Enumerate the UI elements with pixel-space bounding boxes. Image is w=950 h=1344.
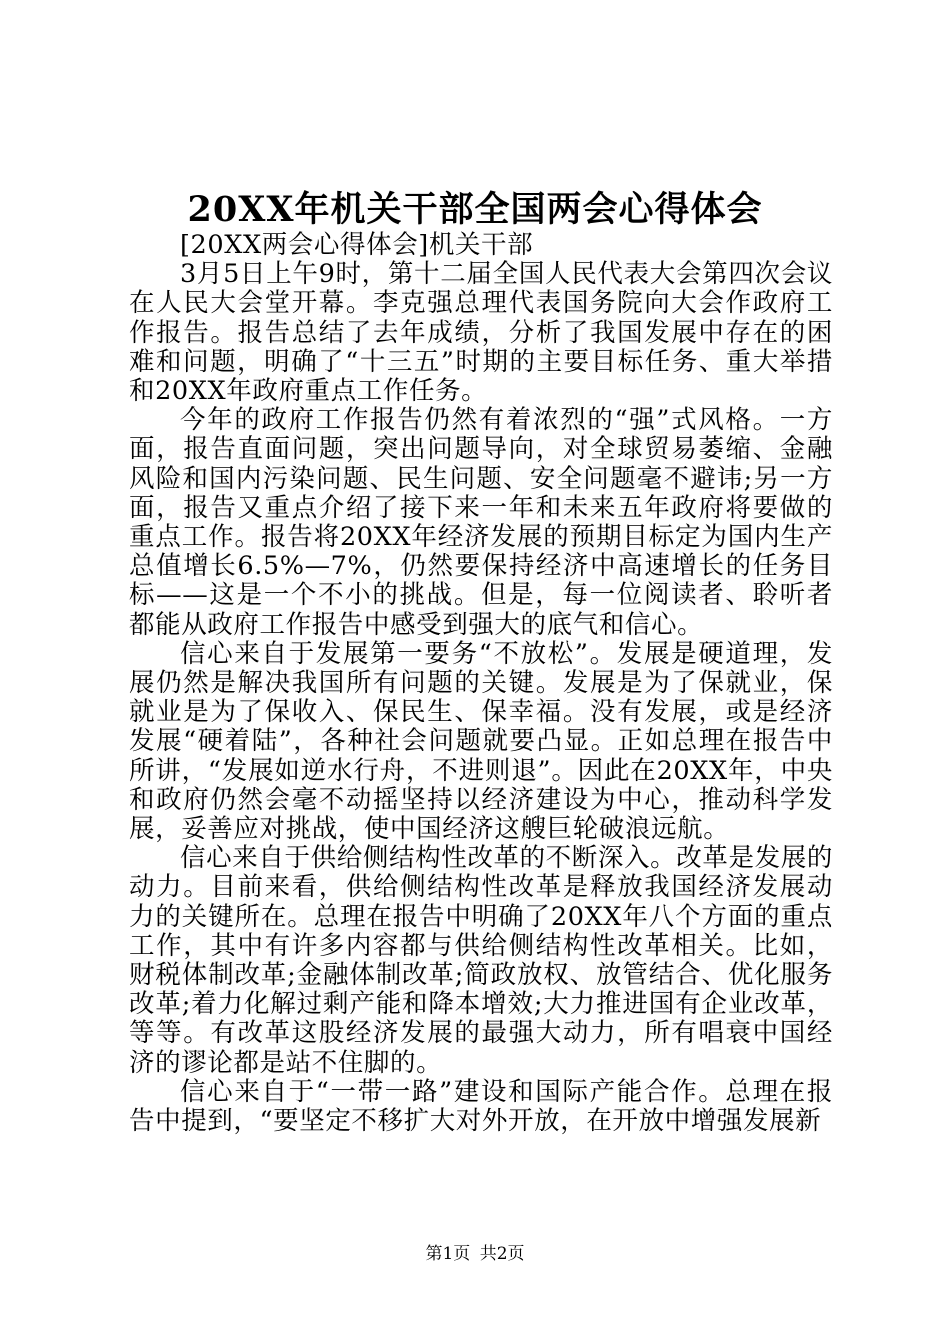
page-footer: [0, 1243, 950, 1265]
paragraph-subtitle: [20XX两会心得体会]机关干部: [180, 230, 534, 260]
document-body: [129, 231, 833, 1136]
paragraph: 3月5日上午9时，第十二届全国人民代表大会第四次会议在人民大会堂开幕。李克强总理代表国务院向大会作政府工作报告。报告总结了去年成绩，分析了我国发展中存在的困难和问题，明确了“十三五”时期的主要目标任务、重大举措和20XX年政府重点工作任务。: [129, 259, 833, 407]
page-total: 共2页: [479, 1244, 525, 1264]
page-number: 第1页: [425, 1244, 471, 1264]
paragraph: 今年的政府工作报告仍然有着浓烈的“强”式风格。一方面，报告直面问题，突出问题导向，对全球贸易萎缩、金融风险和国内污染问题、民生问题、安全问题毫不避讳;另一方面，报告又重点介绍了接下来一年和未来五年政府将要做的重点工作。报告将20XX年经济发展的预期目标定为国内生产总值增长6.5%—7%，仍然要保持经济中高速增长的任务目标——这是一个不小的挑战。但是，每一位阅读者、聆听者都能从政府工作报告中感受到强大的底气和信心。: [129, 405, 833, 640]
paragraph: 信心来自于“一带一路”建设和国际产能合作。总理在报告中提到，“要坚定不移扩大对外开放，在开放中增强发展新: [129, 1076, 833, 1137]
paragraph: 信心来自于供给侧结构性改革的不断深入。改革是发展的动力。目前来看，供给侧结构性改革是释放我国经济发展动力的关键所在。总理在报告中明确了20XX年八个方面的重点工作，其中有许多内容都与供给侧结构性改革相关。比如，财税体制改革;金融体制改革;简政放权、放管结合、优化服务改革;着力化解过剩产能和降本增效;大力推进国有企业改革，等等。有改革这股经济发展的最强大动力，所有唱衰中国经济的谬论都是站不住脚的。: [129, 843, 833, 1078]
paragraph: 信心来自于发展第一要务“不放松”。发展是硬道理，发展仍然是解决我国所有问题的关键。发展是为了保就业，保就业是为了保收入、保民生、保幸福。没有发展，或是经济发展“硬着陆”，各种社会问题就要凸显。正如总理在报告中所讲，“发展如逆水行舟，不进则退”。因此在20XX年，中央和政府仍然会毫不动摇坚持以经济建设为中心，推动科学发展，妥善应对挑战，使中国经济这艘巨轮破浪远航。: [129, 638, 833, 845]
document-title: 20XX年机关干部全国两会心得体会: [187, 189, 763, 230]
